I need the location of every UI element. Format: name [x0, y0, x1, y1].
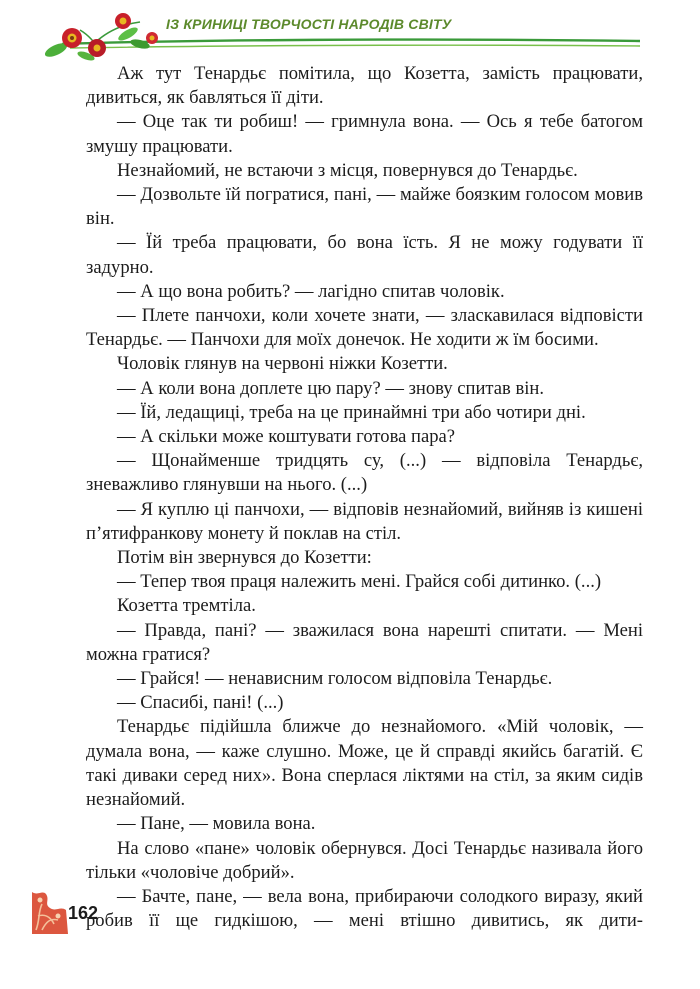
paragraph: Козетта тремтіла. — [117, 595, 256, 617]
story-text — [86, 62, 643, 933]
paragraph: На слово «пане» чоловік обернувся. Досі Тенардьє називала його тільки «чоловіче добрий». — [86, 837, 643, 883]
flower-icon — [115, 13, 131, 29]
paragraph: — А коли вона доплете цю пару? — знову спитав він. — [117, 377, 545, 399]
paragraph: Потім він звернувся до Козетти: — [117, 547, 372, 569]
paragraph: — Грайся! — ненависним голосом відповіла Тенардьє. — [117, 668, 553, 690]
paragraph: — Щонайменше тридцять су, (...) — відповіла Тенардьє, зневажливо глянувши на нього. (...) — [86, 450, 643, 496]
flower-icon — [88, 39, 106, 57]
paragraph: — Бачте, пане, — вела вона, прибираючи солодкого виразу, який робив її ще гидкішою, — мені втішно дивитись, як дити- — [86, 885, 643, 932]
paragraph: Чоловік глянув на червоні ніжки Козетти. — [117, 353, 448, 375]
paragraph: Тенардьє підійшла ближче до незнайомого. «Мій чоловік, — думала вона, — каже слушно. Може, це й справді якийсь багатій. Є такі диваки серед них». Вона сперлася ліктями на стіл, за яким сидів незнайомий. — [86, 716, 643, 811]
paragraph: Незнайомий, не встаючи з місця, повернувся до Тенардьє. — [117, 159, 578, 181]
flower-icon — [62, 28, 82, 48]
paragraph: — Я куплю ці панчохи, — відповів незнайомий, вийняв із кишені п’ятифранкову монету й поклав на стіл. — [86, 498, 643, 544]
paragraph: — А що вона робить? — лагідно спитав чоловік. — [117, 280, 505, 302]
paragraph: — Дозвольте їй погратися, пані, — майже боязким голосом мовив він. — [86, 184, 643, 230]
page-header — [0, 0, 700, 70]
flower-icon — [146, 32, 158, 44]
section-title: ІЗ КРИНИЦІ ТВОРЧОСТІ НАРОДІВ СВІТУ — [166, 16, 452, 32]
paragraph: — Їй, ледащиці, треба на це принаймні три або чотири дні. — [117, 401, 586, 423]
paragraph: — Тепер твоя праця належить мені. Грайся собі дитинко. (...) — [117, 571, 602, 593]
paragraph: — Оце так ти робиш! — гримнула вона. — Ось я тебе батогом змушу працювати. — [86, 111, 643, 157]
paragraph: Аж тут Тенардьє помітила, що Козетта, замість працювати, дивиться, як бавляться її діти. — [86, 63, 643, 109]
corner-ornament-icon — [28, 886, 72, 938]
page-number: 162 — [68, 903, 99, 923]
paragraph: — Правда, пані? — зважилася вона нарешті спитати. — Мені можна гратися? — [86, 619, 643, 665]
flower-branch-ornament — [0, 0, 700, 70]
paragraph: — Їй треба працювати, бо вона їсть. Я не можу годувати її задурно. — [86, 232, 643, 278]
paragraph: — Плете панчохи, коли хочете знати, — злаcкавилася відповісти Тенардьє. — Панчохи для моїх донечок. Не ходити ж їм босими. — [86, 305, 643, 351]
paragraph: — Пане, — мовила вона. — [117, 813, 316, 835]
paragraph: — А скільки може коштувати готова пара? — [117, 426, 456, 448]
paragraph: — Спасибі, пані! (...) — [117, 692, 284, 714]
